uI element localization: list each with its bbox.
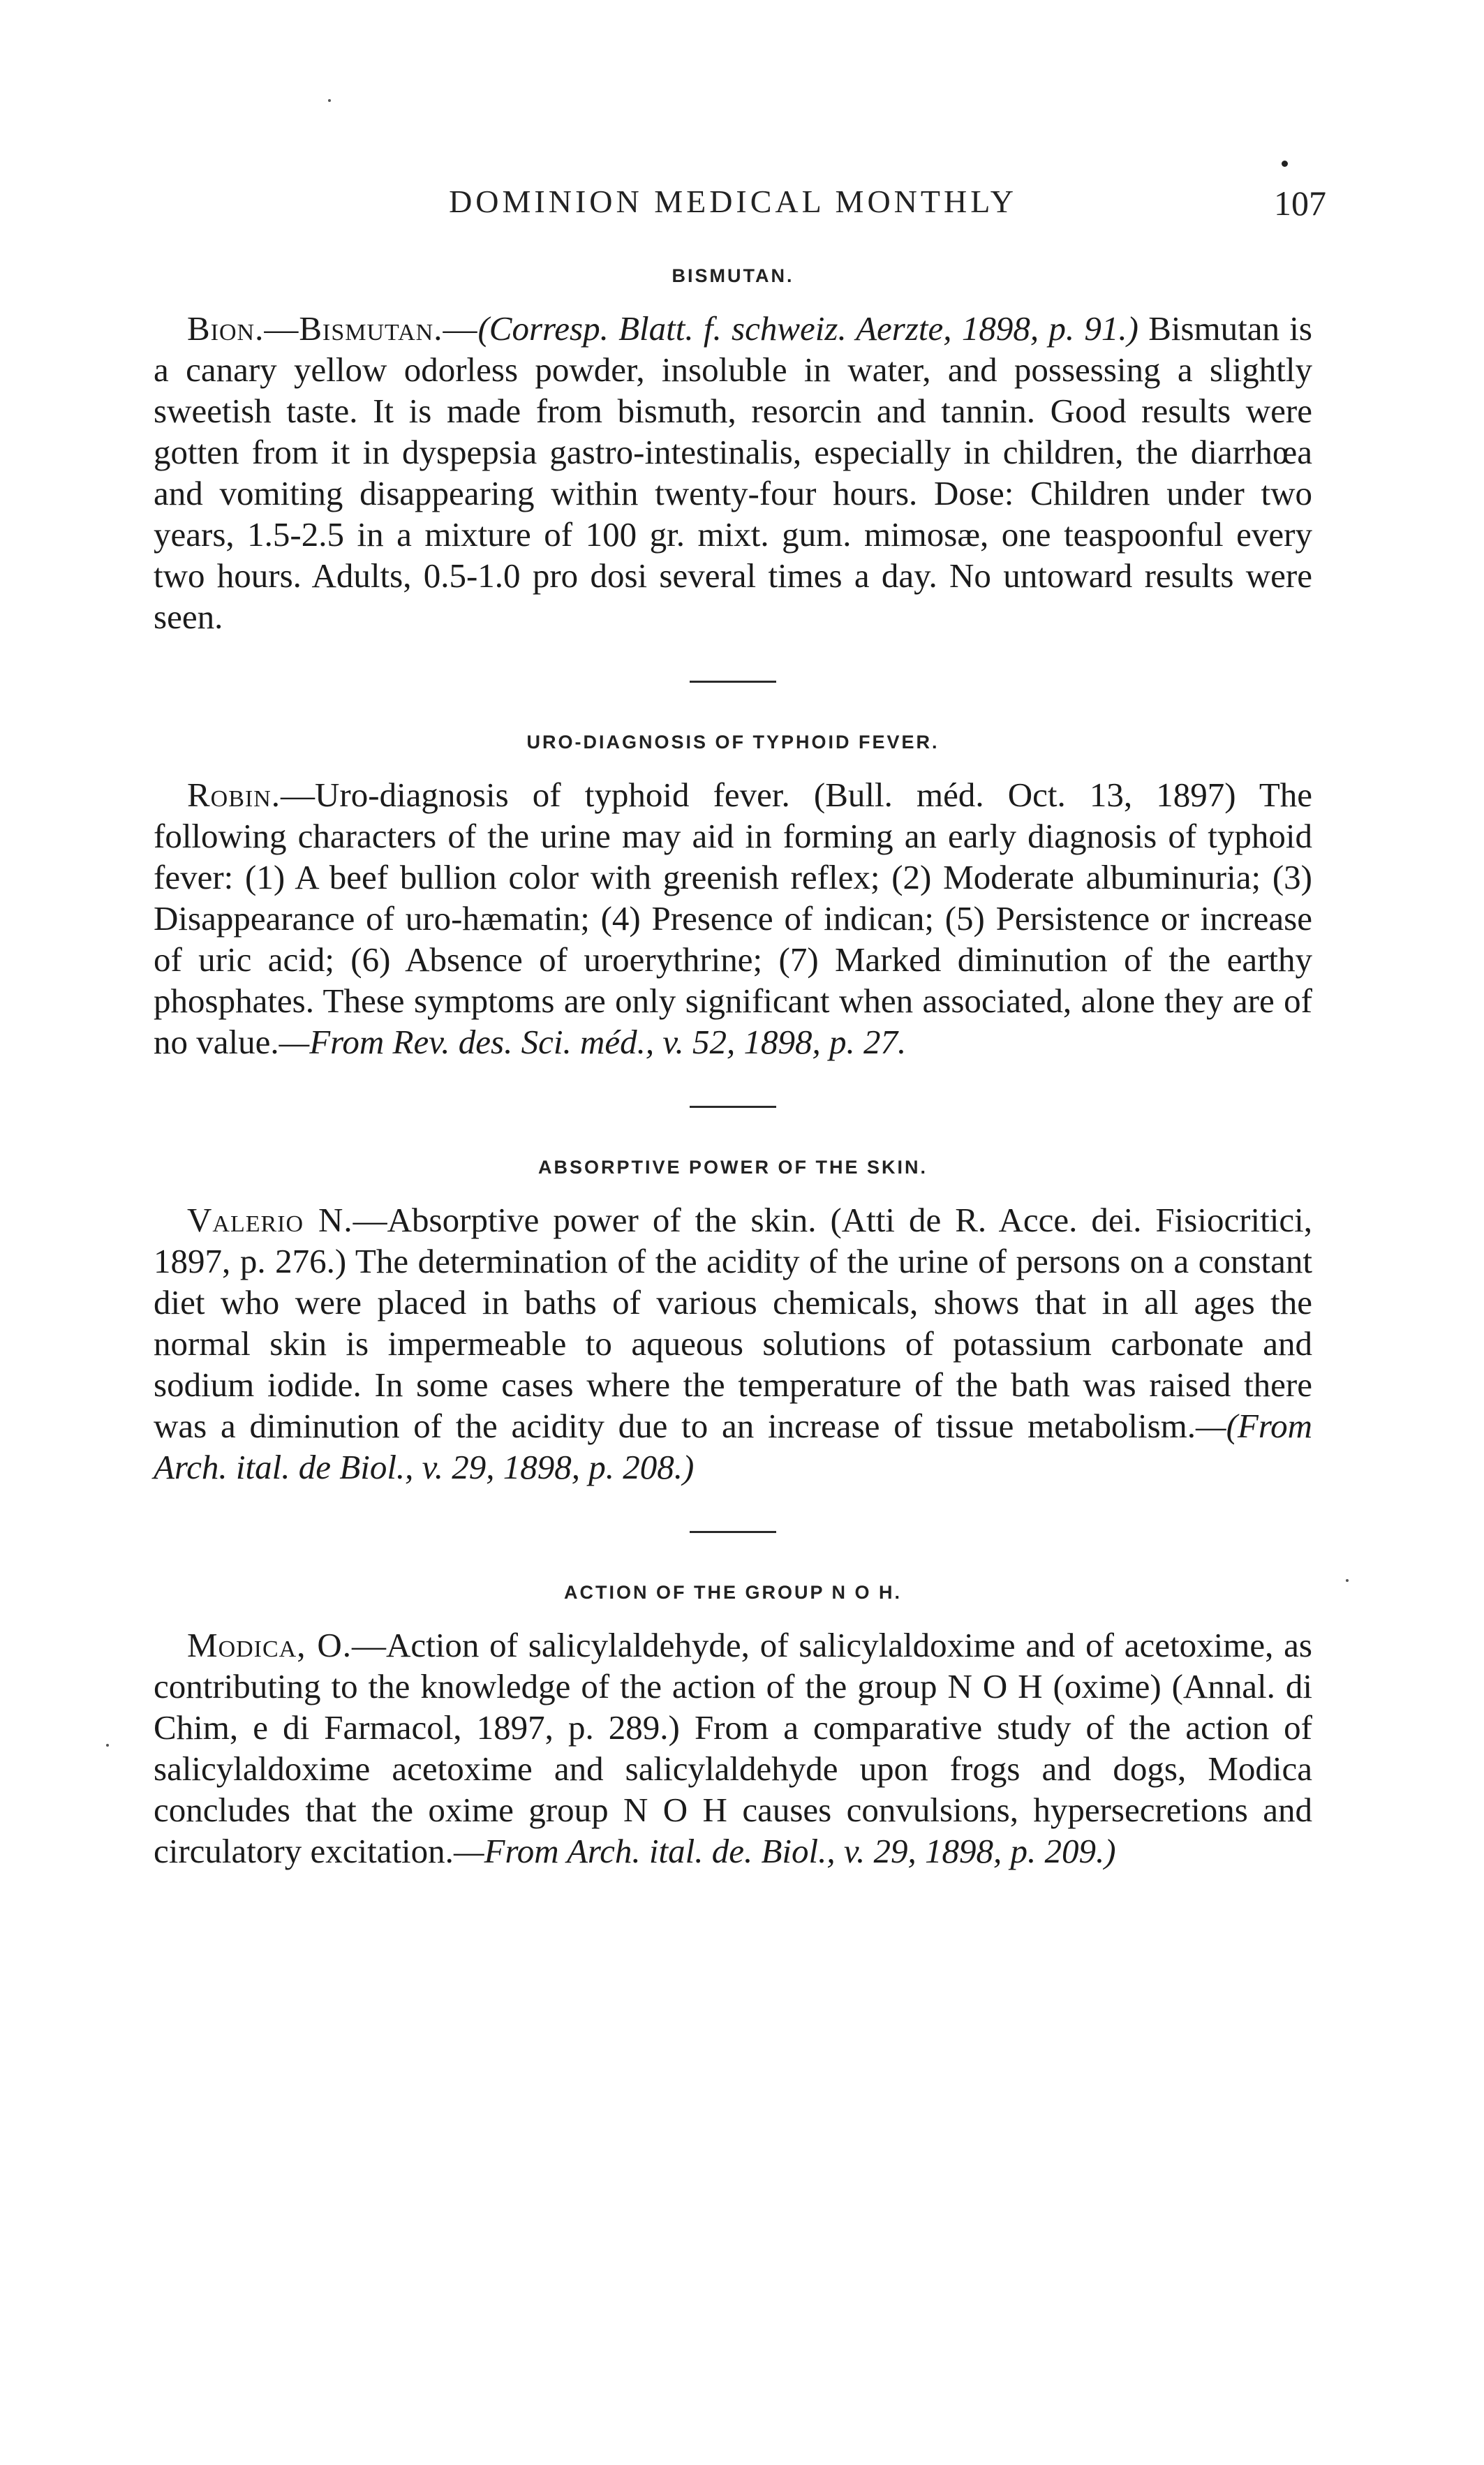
article-heading: URO-DIAGNOSIS OF TYPHOID FEVER. bbox=[526, 732, 940, 753]
article-group-noh bbox=[154, 1582, 1312, 1872]
article-citation: —Uro-diagnosis of typhoid fever. (Bull. méd. Oct. 13, 1897) bbox=[281, 776, 1236, 814]
article-bismutan bbox=[154, 265, 1312, 637]
stray-ink-mark bbox=[1346, 1579, 1349, 1582]
article-author: Modica, O. bbox=[187, 1626, 352, 1664]
article-text: The determination of the acidity of the urine of persons on a constant diet who were placed in baths of various chemicals, shows that in all ages the normal skin is impermeable to aqueous solutions of potassium carbonate and sodium iodide. In some cases where the temperature of the bath was raised there was a diminution of the acidity due to an increase of tissue metabolism. bbox=[154, 1242, 1312, 1445]
section-divider bbox=[690, 1106, 776, 1108]
page-number: 107 bbox=[1274, 184, 1326, 223]
section-divider bbox=[690, 681, 776, 683]
article-column bbox=[154, 265, 1312, 1872]
article-source: —From Rev. des. Sci. méd., v. 52, 1898, p. 27. bbox=[279, 1023, 907, 1061]
article-heading: BISMUTAN. bbox=[671, 265, 794, 286]
article-heading: ACTION OF THE GROUP N O H. bbox=[563, 1582, 902, 1603]
running-header bbox=[154, 183, 1326, 225]
article-heading: ABSORPTIVE POWER OF THE SKIN. bbox=[537, 1157, 928, 1178]
article-author: Valerio N. bbox=[187, 1201, 353, 1239]
article-body bbox=[154, 774, 1312, 1063]
article-text: Bismutan is a canary yellow odorless powder, insoluble in water, and possessing a slightly sweetish taste. It is made from bismuth, resorcin and tannin. Good results were gotten from it in dyspepsia gastro-intestinalis, especially in children, the diarrhœa and vomiting disappearing within twenty-four hours. Dose: Children under two years, 1.5-2.5 in a mixture of 100 gr. mixt. gum. mimosæ, one teaspoonful every two hours. Adults, 0.5-1.0 pro dosi several times a day. No untoward results were seen. bbox=[154, 309, 1312, 636]
ink-dot-mark bbox=[1282, 161, 1288, 167]
article-body bbox=[154, 1624, 1312, 1872]
article-author: Robin. bbox=[187, 776, 281, 814]
article-source: —From Arch. ital. de. Biol., v. 29, 1898, p. 209.) bbox=[453, 1832, 1116, 1870]
section-divider bbox=[690, 1531, 776, 1533]
article-text: The following characters of the urine may aid in forming an early diagnosis of typhoid fever: (1) A beef bullion color with greenish reflex; (2) Moderate albuminuria; (3) Disappearance of uro-hæmatin; (4) Presence of indican; (5) Persistence or increase of uric acid; (6) Absence of uroerythrine; (7) Marked diminution of the earthy phosphates. These symptoms are only significant when associated, alone they are of no value. bbox=[154, 776, 1312, 1061]
stray-ink-mark bbox=[106, 1744, 109, 1747]
article-body bbox=[154, 1199, 1312, 1488]
article-citation: —Absorptive power of the skin. (Atti de R. Acce. dei. Fisiocritici, 1897, p. 276.) bbox=[154, 1201, 1312, 1280]
article-source: —(From Arch. ital. de Biol., v. 29, 1898, p. 208.) bbox=[154, 1407, 1312, 1486]
article-text: From a comparative study of the action of salicylaldoxime acetoxime and salicylaldehyde upon frogs and dogs, Modica concludes that the oxime group N O H causes convulsions, hypersecretions and circulatory excitation. bbox=[154, 1708, 1312, 1870]
running-title: DOMINION MEDICAL MONTHLY bbox=[449, 184, 1017, 219]
article-author: Bion.—Bismutan.— bbox=[187, 309, 478, 348]
stray-ink-mark bbox=[328, 99, 331, 102]
article-body bbox=[154, 308, 1312, 637]
article-uro-diagnosis bbox=[154, 732, 1312, 1063]
article-absorptive-power bbox=[154, 1157, 1312, 1488]
article-citation: (Corresp. Blatt. f. schweiz. Aerzte, 1898, p. 91.) bbox=[477, 309, 1138, 348]
article-citation: —Action of salicylaldehyde, of salicylaldoxime and of acetoxime, as contributing to the knowledge of the action of the group N O H (oxime) (Annal. di Chim, e di Farmacol, 1897, p. 289.) bbox=[154, 1626, 1312, 1747]
